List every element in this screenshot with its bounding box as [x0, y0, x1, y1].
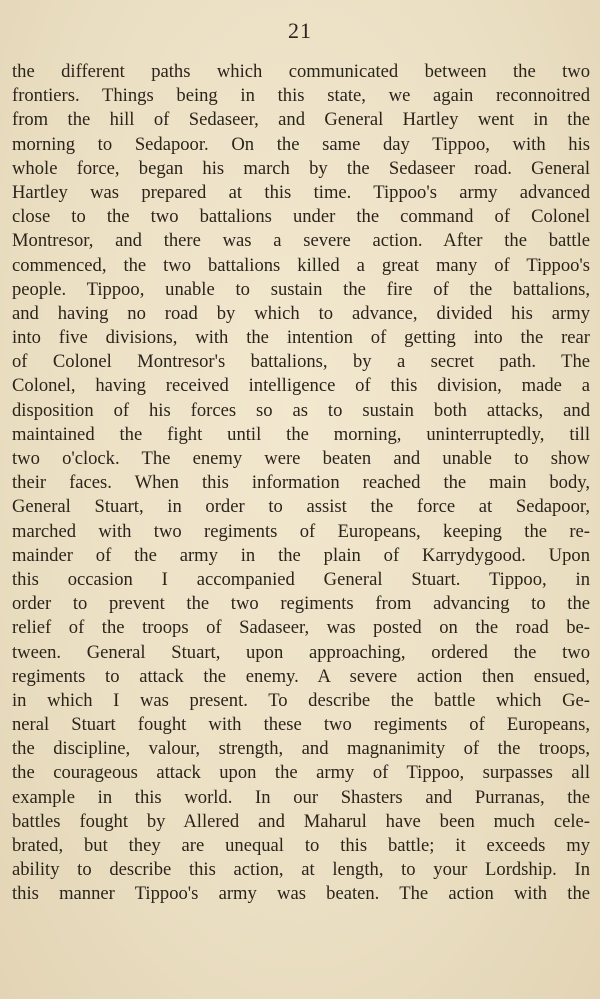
- text-line: disposition of his forces so as to sustain both attacks, and: [12, 399, 590, 421]
- text-line: people. Tippoo, unable to sustain the fire of the battalions,: [12, 278, 590, 300]
- text-line: the courageous attack upon the army of Tippoo, surpasses all: [12, 762, 590, 784]
- text-line: the discipline, valour, strength, and magnanimity of the troops,: [12, 738, 590, 760]
- text-line: tween. General Stuart, upon approaching, ordered the two: [12, 641, 590, 663]
- text-line: maintained the fight until the morning, uninterruptedly, till: [12, 423, 590, 445]
- text-line: order to prevent the two regiments from advancing to the: [12, 593, 590, 615]
- text-line: this manner Tippoo's army was beaten. The action with the: [12, 883, 590, 905]
- text-line: morning to Sedapoor. On the same day Tippoo, with his: [12, 133, 590, 155]
- text-line: their faces. When this information reached the main body,: [12, 472, 590, 494]
- text-line: marched with two regiments of Europeans, keeping the re-: [12, 520, 590, 542]
- text-line: close to the two battalions under the command of Colonel: [12, 206, 590, 228]
- text-line: two o'clock. The enemy were beaten and unable to show: [12, 448, 590, 469]
- text-line: example in this world. In our Shasters and Purranas, the: [12, 786, 590, 808]
- text-line: Hartley was prepared at this time. Tippoo's army advanced: [12, 181, 590, 203]
- text-line: brated, but they are unequal to this battle; it exceeds my: [12, 835, 590, 856]
- text-line: General Stuart, in order to assist the force at Sedapoor,: [12, 496, 590, 518]
- text-line: from the hill of Sedaseer, and General Hartley went in the: [12, 109, 590, 131]
- text-line: ability to describe this action, at length, to your Lordship. In: [12, 859, 590, 881]
- body-text: [12, 60, 590, 907]
- text-line: battles fought by Allered and Maharul have been much cele-: [12, 810, 590, 832]
- text-line: mainder of the army in the plain of Karrydygood. Upon: [12, 544, 590, 566]
- text-line: of Colonel Montresor's battalions, by a secret path. The: [12, 351, 590, 373]
- text-line: relief of the troops of Sadaseer, was posted on the road be-: [12, 617, 590, 639]
- text-line: regiments to attack the enemy. A severe action then ensued,: [12, 665, 590, 687]
- text-line: Montresor, and there was a severe action. After the battle: [12, 230, 590, 252]
- text-line: this occasion I accompanied General Stuart. Tippoo, in: [12, 568, 590, 590]
- text-line: into five divisions, with the intention of getting into the rear: [12, 327, 590, 349]
- text-line: and having no road by which to advance, divided his army: [12, 302, 590, 324]
- text-line: whole force, began his march by the Sedaseer road. General: [12, 157, 590, 179]
- text-line: Colonel, having received intelligence of this division, made a: [12, 375, 590, 397]
- page-number: 21: [288, 18, 312, 43]
- text-line: frontiers. Things being in this state, we again reconnoitred: [12, 85, 590, 107]
- text-line: neral Stuart fought with these two regiments of Europeans,: [12, 714, 590, 736]
- text-line: the different paths which communicated between the two: [12, 61, 590, 82]
- text-line: in which I was present. To describe the battle which Ge-: [12, 689, 590, 711]
- text-line: commenced, the two battalions killed a great many of Tippoo's: [12, 254, 590, 276]
